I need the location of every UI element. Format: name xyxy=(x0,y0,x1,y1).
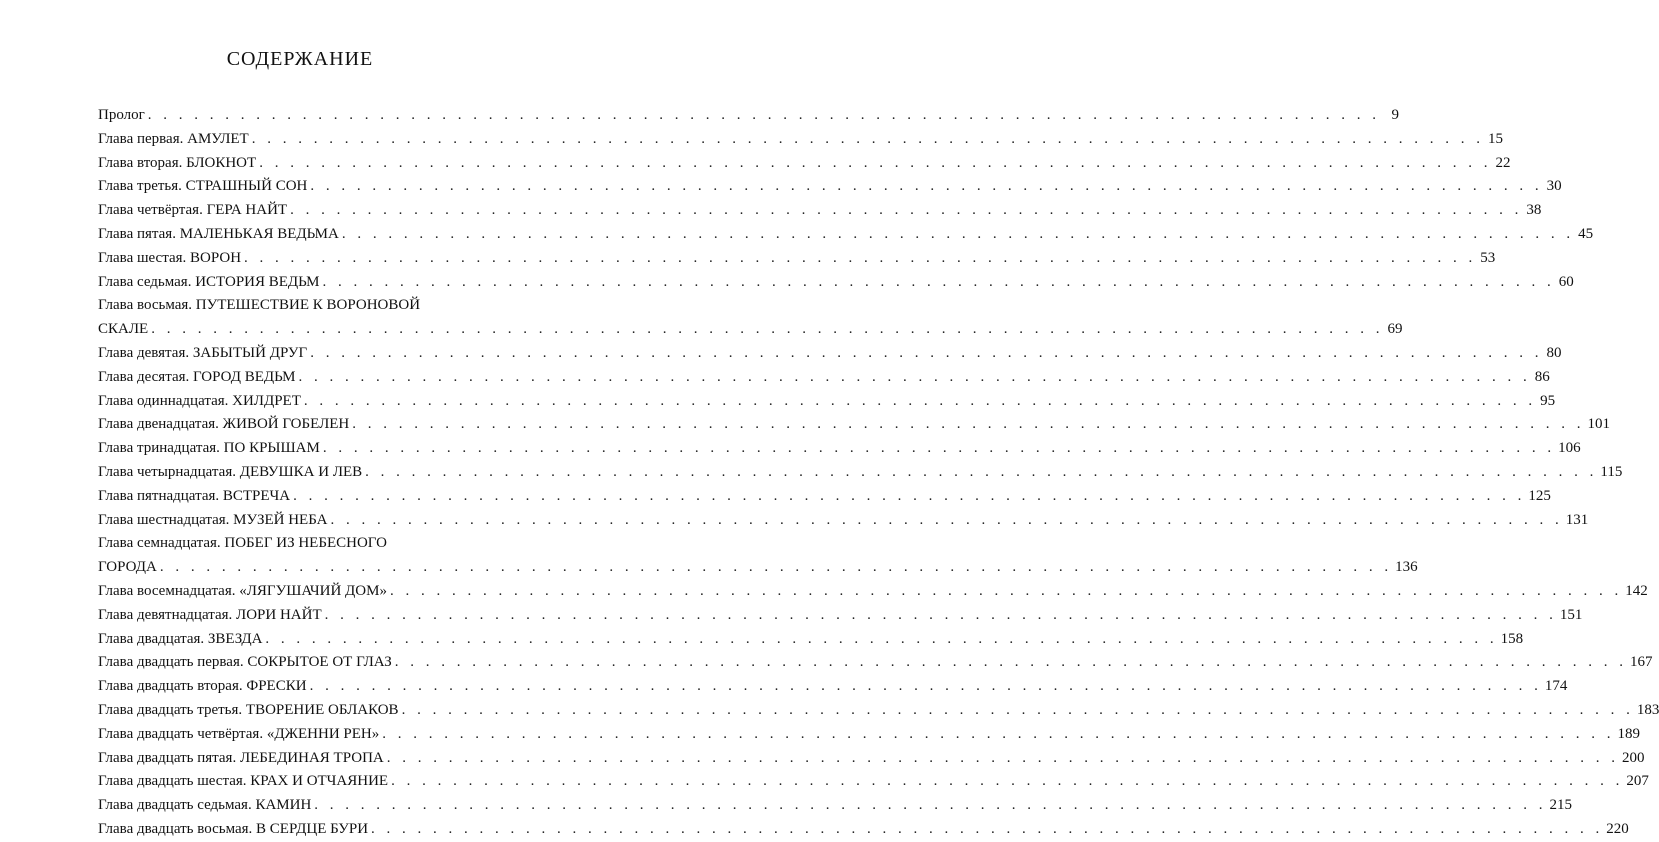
toc-page-number: 158 xyxy=(1500,630,1524,647)
dot-leader: . . . . . . . . . . . . . . . . . . . . . . . . . . . . . . . . . . . . . . . . . . . . . . . . . . . . . . . . . . . . . . . . . . . . . . . . . . . . . . . . xyxy=(389,582,1623,599)
dot-leader: . . . . . . . . . . . . . . . . . . . . . . . . . . . . . . . . . . . . . . . . . . . . . . . . . . . . . . . . . . . . . . . . . . . . . . . . . . . . . . . . xyxy=(382,725,1615,742)
toc-entry-title: Глава двадцать первая. СОКРЫТОЕ ОТ ГЛАЗ xyxy=(98,654,392,671)
toc-entry-line xyxy=(98,271,1574,295)
toc-entry-line xyxy=(98,390,1556,414)
toc-entry xyxy=(98,675,1568,699)
toc-entry-line xyxy=(98,509,1589,533)
toc-entry xyxy=(98,271,1574,295)
toc-page-number: 60 xyxy=(1558,273,1574,290)
toc-entry-line xyxy=(98,294,470,318)
toc-page-number: 215 xyxy=(1549,797,1573,814)
toc-entry xyxy=(98,223,1594,247)
toc-entry-line xyxy=(98,485,1551,509)
dot-leader: . . . . . . . . . . . . . . . . . . . . . . . . . . . . . . . . . . . . . . . . . . . . . . . . . . . . . . . . . . . . . . . . . . . . . . . . . . . . . . . . xyxy=(147,107,1381,123)
dot-leader: . . . . . . . . . . . . . . . . . . . . . . . . . . . . . . . . . . . . . . . . . . . . . . . . . . . . . . . . . . . . . . . . . . . . . . . . . . . . . . . . xyxy=(371,820,1604,837)
toc-entry-line xyxy=(98,342,1562,366)
toc-entry-title: Глава пятая. МАЛЕНЬКАЯ ВЕДЬМА xyxy=(98,225,339,242)
toc-page-number: 183 xyxy=(1636,701,1659,718)
dot-leader: . . . . . . . . . . . . . . . . . . . . . . . . . . . . . . . . . . . . . . . . . . . . . . . . . . . . . . . . . . . . . . . . . . . . . . . . . . . . . . . . xyxy=(310,344,1543,361)
dot-leader: . . . . . . . . . . . . . . . . . . . . . . . . . . . . . . . . . . . . . . . . . . . . . . . . . . . . . . . . . . . . . . . . . . . . . . . . . . . . . . . . xyxy=(159,559,1393,576)
toc-page-number: 101 xyxy=(1587,416,1610,433)
toc-entry xyxy=(98,104,1400,128)
toc-entry-title: Глава двадцать третья. ТВОРЕНИЕ ОБЛАКОВ xyxy=(98,701,399,718)
dot-leader: . . . . . . . . . . . . . . . . . . . . . . . . . . . . . . . . . . . . . . . . . . . . . . . . . . . . . . . . . . . . . . . . . . . . . . . . . . . . . . . . xyxy=(310,178,1543,195)
toc-entry-title: Глава двадцать шестая. КРАХ И ОТЧАЯНИЕ xyxy=(98,773,389,790)
toc-entry-line xyxy=(98,175,1562,199)
toc-entry xyxy=(98,366,1550,390)
dot-leader: . . . . . . . . . . . . . . . . . . . . . . . . . . . . . . . . . . . . . . . . . . . . . . . . . . . . . . . . . . . . . . . . . . . . . . . . . . . . . . . . xyxy=(244,249,1477,266)
toc-page-number: 174 xyxy=(1544,678,1568,695)
toc-entry-title: Глава одиннадцатая. ХИЛДРЕТ xyxy=(98,392,301,409)
dot-leader: . . . . . . . . . . . . . . . . . . . . . . . . . . . . . . . . . . . . . . . . . . . . . . . . . . . . . . . . . . . . . . . . . . . . . . . . . . . . . . . . xyxy=(330,511,1563,528)
toc-entry-line xyxy=(98,128,1503,152)
toc-entry xyxy=(98,723,1640,747)
dot-leader: . . . . . . . . . . . . . . . . . . . . . . . . . . . . . . . . . . . . . . . . . . . . . . . . . . . . . . . . . . . . . . . . . . . . . . . . . . . . . . . . xyxy=(324,606,1557,623)
toc-entry xyxy=(98,461,1623,485)
toc-entry-line xyxy=(98,723,1640,747)
toc-page-number: 22 xyxy=(1495,154,1511,171)
toc-entry xyxy=(98,818,1629,842)
toc-entry xyxy=(98,437,1581,461)
toc-entry-line xyxy=(98,223,1594,247)
toc-entry-line xyxy=(98,747,1645,771)
toc-page-number: 45 xyxy=(1578,225,1594,242)
toc-entry-title: Пролог xyxy=(98,107,145,123)
toc-entry-title: Глава семнадцатая. ПОБЕГ ИЗ НЕБЕСНОГО xyxy=(98,535,387,552)
toc-entry xyxy=(98,628,1524,652)
toc-entry xyxy=(98,794,1573,818)
dot-leader: . . . . . . . . . . . . . . . . . . . . . . . . . . . . . . . . . . . . . . . . . . . . . . . . . . . . . . . . . . . . . . . . . . . . . . . . . . . . . . . . xyxy=(303,392,1537,409)
toc-entry-title: Глава шестая. ВОРОН xyxy=(98,249,242,266)
toc-entry-line xyxy=(98,247,1496,271)
toc-entry-line xyxy=(98,199,1542,223)
toc-entry-line xyxy=(98,699,1659,723)
dot-leader: . . . . . . . . . . . . . . . . . . . . . . . . . . . . . . . . . . . . . . . . . . . . . . . . . . . . . . . . . . . . . . . . . . . . . . . . . . . . . . . . xyxy=(293,487,1526,504)
dot-leader: . . . . . . . . . . . . . . . . . . . . . . . . . . . . . . . . . . . . . . . . . . . . . . . . . . . . . . . . . . . . . . . . . . . . . . . . . . . . . . . . xyxy=(352,416,1585,433)
toc-entry xyxy=(98,152,1511,176)
toc-entry-title: Глава третья. СТРАШНЫЙ СОН xyxy=(98,178,308,195)
toc-page-number: 86 xyxy=(1534,368,1550,385)
toc-entry-title: Глава девятая. ЗАБЫТЫЙ ДРУГ xyxy=(98,344,308,361)
toc-entry-title: СКАЛЕ xyxy=(98,321,149,338)
toc-entry xyxy=(98,509,1589,533)
dot-leader: . . . . . . . . . . . . . . . . . . . . . . . . . . . . . . . . . . . . . . . . . . . . . . . . . . . . . . . . . . . . . . . . . . . . . . . . . . . . . . . . xyxy=(309,678,1542,695)
toc-entry-title: Глава шестнадцатая. МУЗЕЙ НЕБА xyxy=(98,511,328,528)
toc-entry-line xyxy=(98,604,1583,628)
toc-page-number: 106 xyxy=(1558,440,1581,457)
toc-entry-line xyxy=(98,580,1648,604)
dot-leader: . . . . . . . . . . . . . . . . . . . . . . . . . . . . . . . . . . . . . . . . . . . . . . . . . . . . . . . . . . . . . . . . . . . . . . . . . . . . . . . . xyxy=(314,797,1547,814)
toc-entry-line xyxy=(98,461,1623,485)
toc-entry-title: Глава двадцать восьмая. В СЕРДЦЕ БУРИ xyxy=(98,820,369,837)
toc-entry-line xyxy=(98,675,1568,699)
dot-leader: . . . . . . . . . . . . . . . . . . . . . . . . . . . . . . . . . . . . . . . . . . . . . . . . . . . . . . . . . . . . . . . . . . . . . . . . . . . . . . . . xyxy=(401,701,1634,718)
toc-page-number: 207 xyxy=(1626,773,1649,790)
toc-page-number: 9 xyxy=(1391,107,1400,123)
dot-leader: . . . . . . . . . . . . . . . . . . . . . . . . . . . . . . . . . . . . . . . . . . . . . . . . . . . . . . . . . . . . . . . . . . . . . . . . . . . . . . . . xyxy=(322,440,1556,457)
toc-entry xyxy=(98,485,1551,509)
toc-entry xyxy=(98,175,1562,199)
toc-page-number: 95 xyxy=(1540,392,1556,409)
toc-page-number: 69 xyxy=(1387,321,1403,338)
dot-leader: . . . . . . . . . . . . . . . . . . . . . . . . . . . . . . . . . . . . . . . . . . . . . . . . . . . . . . . . . . . . . . . . . . . . . . . . . . . . . . . . xyxy=(290,202,1523,219)
toc-page-number: 38 xyxy=(1526,202,1542,219)
toc-entry xyxy=(98,770,1649,794)
toc-entry-title: Глава восемнадцатая. «ЛЯГУШАЧИЙ ДОМ» xyxy=(98,582,387,599)
toc-entry-line xyxy=(98,318,1403,342)
toc-page-number: 151 xyxy=(1559,606,1583,623)
toc-entry-line xyxy=(98,366,1550,390)
toc-entry-title: Глава первая. АМУЛЕТ xyxy=(98,130,249,147)
toc-page-number: 125 xyxy=(1528,487,1551,504)
toc-entry xyxy=(98,651,1653,675)
toc-page-number: 53 xyxy=(1480,249,1496,266)
toc-entry-line xyxy=(98,556,1418,580)
toc-entry xyxy=(98,199,1542,223)
toc-entry-title: Глава девятнадцатая. ЛОРИ НАЙТ xyxy=(98,606,322,623)
toc-entry xyxy=(98,580,1648,604)
toc-entry-line xyxy=(98,651,1653,675)
toc-entry-title: Глава двадцать вторая. ФРЕСКИ xyxy=(98,678,307,695)
toc-entry xyxy=(98,294,1403,342)
toc-entry-title: Глава седьмая. ИСТОРИЯ ВЕДЬМ xyxy=(98,273,320,290)
toc-entry-title: ГОРОДА xyxy=(98,559,157,576)
toc-page-number: 30 xyxy=(1546,178,1562,195)
dot-leader: . . . . . . . . . . . . . . . . . . . . . . . . . . . . . . . . . . . . . . . . . . . . . . . . . . . . . . . . . . . . . . . . . . . . . . . . . . . . . . . . xyxy=(298,368,1531,385)
toc-entry-title: Глава четырнадцатая. ДЕВУШКА И ЛЕВ xyxy=(98,463,363,480)
toc-page-number: 136 xyxy=(1395,559,1418,576)
toc-entry-title: Глава десятая. ГОРОД ВЕДЬМ xyxy=(98,368,296,385)
dot-leader: . . . . . . . . . . . . . . . . . . . . . . . . . . . . . . . . . . . . . . . . . . . . . . . . . . . . . . . . . . . . . . . . . . . . . . . . . . . . . . . . xyxy=(341,225,1575,242)
toc-entry xyxy=(98,699,1659,723)
toc-entry-line xyxy=(98,413,1610,437)
dot-leader: . . . . . . . . . . . . . . . . . . . . . . . . . . . . . . . . . . . . . . . . . . . . . . . . . . . . . . . . . . . . . . . . . . . . . . . . . . . . . . . . xyxy=(386,749,1619,766)
toc-entry-title: Глава пятнадцатая. ВСТРЕЧА xyxy=(98,487,291,504)
dot-leader: . . . . . . . . . . . . . . . . . . . . . . . . . . . . . . . . . . . . . . . . . . . . . . . . . . . . . . . . . . . . . . . . . . . . . . . . . . . . . . . . xyxy=(259,154,1492,171)
toc-entry-line xyxy=(98,628,1524,652)
toc-page-number: 115 xyxy=(1600,463,1623,480)
toc-entry-line xyxy=(98,794,1573,818)
toc-page-number: 200 xyxy=(1621,749,1645,766)
dot-leader: . . . . . . . . . . . . . . . . . . . . . . . . . . . . . . . . . . . . . . . . . . . . . . . . . . . . . . . . . . . . . . . . . . . . . . . . . . . . . . . . xyxy=(394,654,1628,671)
toc-page-number: 189 xyxy=(1617,725,1640,742)
toc-entry-title: Глава двадцать четвёртая. «ДЖЕННИ РЕН» xyxy=(98,725,380,742)
toc-entry xyxy=(98,604,1583,628)
dot-leader: . . . . . . . . . . . . . . . . . . . . . . . . . . . . . . . . . . . . . . . . . . . . . . . . . . . . . . . . . . . . . . . . . . . . . . . . . . . . . . . . xyxy=(151,321,1384,338)
toc-entry-line xyxy=(98,532,470,556)
toc-page-number: 15 xyxy=(1487,130,1503,147)
dot-leader: . . . . . . . . . . . . . . . . . . . . . . . . . . . . . . . . . . . . . . . . . . . . . . . . . . . . . . . . . . . . . . . . . . . . . . . . . . . . . . . . xyxy=(391,773,1624,790)
toc-page-number: 131 xyxy=(1565,511,1589,528)
toc-entry-title: Глава двенадцатая. ЖИВОЙ ГОБЕЛЕН xyxy=(98,416,350,433)
toc-entry xyxy=(98,128,1503,152)
toc-entry-title: Глава двадцать седьмая. КАМИН xyxy=(98,797,312,814)
toc-entry-line xyxy=(98,437,1581,461)
toc-entry-line xyxy=(98,770,1649,794)
toc-entry xyxy=(98,747,1645,771)
dot-leader: . . . . . . . . . . . . . . . . . . . . . . . . . . . . . . . . . . . . . . . . . . . . . . . . . . . . . . . . . . . . . . . . . . . . . . . . . . . . . . . . xyxy=(322,273,1555,290)
toc-entry xyxy=(98,342,1562,366)
toc-entry-title: Глава двадцать пятая. ЛЕБЕДИНАЯ ТРОПА xyxy=(98,749,384,766)
toc-entry xyxy=(98,413,1610,437)
toc-entry xyxy=(98,247,1496,271)
dot-leader: . . . . . . . . . . . . . . . . . . . . . . . . . . . . . . . . . . . . . . . . . . . . . . . . . . . . . . . . . . . . . . . . . . . . . . . . . . . . . . . . xyxy=(365,463,1598,480)
toc-entry-line xyxy=(98,818,1629,842)
toc-entry-title: Глава восьмая. ПУТЕШЕСТВИЕ К ВОРОНОВОЙ xyxy=(98,297,421,314)
toc-page-number: 167 xyxy=(1630,654,1653,671)
toc-entry-title: Глава вторая. БЛОКНОТ xyxy=(98,154,257,171)
toc-list xyxy=(98,104,1659,842)
toc-entry-line xyxy=(98,104,1400,128)
toc-page-number: 142 xyxy=(1625,582,1648,599)
toc-entry-title: Глава двадцатая. ЗВЕЗДА xyxy=(98,630,263,647)
dot-leader: . . . . . . . . . . . . . . . . . . . . . . . . . . . . . . . . . . . . . . . . . . . . . . . . . . . . . . . . . . . . . . . . . . . . . . . . . . . . . . . . xyxy=(265,630,1498,647)
page-title: СОДЕРЖАНИЕ xyxy=(226,48,374,70)
toc-entry-title: Глава четвёртая. ГЕРА НАЙТ xyxy=(98,202,288,219)
dot-leader: . . . . . . . . . . . . . . . . . . . . . . . . . . . . . . . . . . . . . . . . . . . . . . . . . . . . . . . . . . . . . . . . . . . . . . . . . . . . . . . . xyxy=(251,130,1484,147)
toc-page-number: 80 xyxy=(1546,344,1562,361)
toc-entry-title: Глава тринадцатая. ПО КРЫШАМ xyxy=(98,440,320,457)
toc-entry xyxy=(98,390,1556,414)
toc-entry xyxy=(98,532,1418,580)
toc-entry-line xyxy=(98,152,1511,176)
toc-page-number: 220 xyxy=(1606,820,1629,837)
